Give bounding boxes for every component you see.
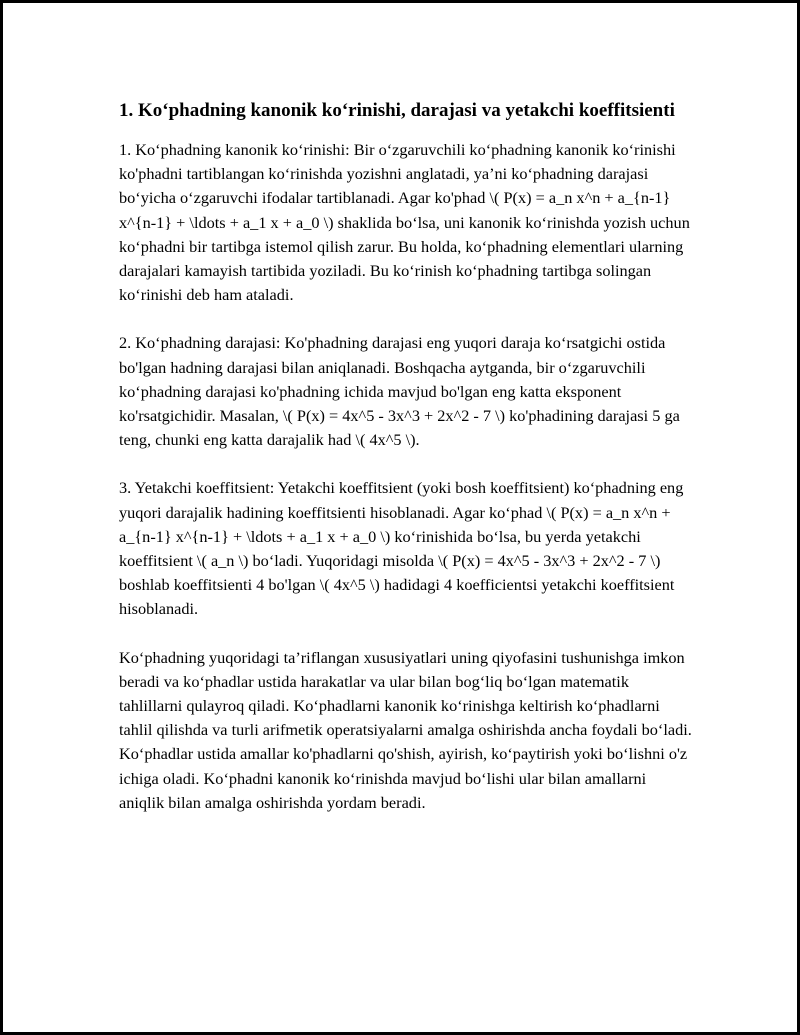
paragraph-summary: Ko‘phadning yuqoridagi ta’riflangan xususiyatlari uning qiyofasini tushunishga imkon beradi va ko‘phadlar ustida harakatlar va ular bilan bog‘liq bo‘lgan matematik tahlillarni qulayroq qiladi. Ko‘phadlarni kanonik ko‘rinishga keltirish ko‘phadlarni tahlil qilishda va turli arifmetik operatsiyalarni amalga oshirishda ancha foydali bo‘ladi. Ko‘phadlar ustida amallar ko'phadlarni qo'shish, ayirish, ko‘paytirish yoki bo‘lishni o'z ichiga oladi. Ko‘phadni kanonik ko‘rinishda mavjud bo‘lishi ular bilan amallarni aniqlik bilan amalga oshirishda yordam beradi. [119, 647, 692, 812]
paragraph-leading-coefficient: 3. Yetakchi koeffitsient: Yetakchi koeffitsient (yoki bosh koeffitsient) ko‘phadning eng yuqori darajalik hadining koeffitsienti hisoblanadi. Agar ko‘phad \( P(x) = a_n x^n + a_{n-1} x^{n-1} + \ldots + a_1 x + a_0 \) ko‘rinishida bo‘lsa, bu yerda yetakchi koeffitsient \( a_n \) bo‘ladi. Yuqoridagi misolda \( P(x) = 4x^5 - 3x^3 + 2x^2 - 7 \) boshlab koeffitsienti 4 bo'lgan \( 4x^5 \) hadidagi 4 koefficientsi yetakchi koeffitsient hisoblanadi. [119, 478, 684, 619]
paragraph-degree: 2. Ko‘phadning darajasi: Ko'phadning darajasi eng yuqori daraja ko‘rsatgichi ostida bo'lgan hadning darajasi bilan aniqlanadi. Boshqacha aytganda, bir o‘zgaruvchili ko‘phadning darajasi ko'phadning ichida mavjud bo'lgan eng katta eksponent ko'rsatgichidir. Masalan, \( P(x) = 4x^5 - 3x^3 + 2x^2 - 7 \) ko'phadining darajasi 5 ga teng, chunki eng katta darajalik had \( 4x^5 \). [119, 333, 680, 450]
paragraph-canonical-form: 1. Ko‘phadning kanonik ko‘rinishi: Bir o‘zgaruvchili ko‘phadning kanonik ko‘rinishi ko'phadni tartiblangan ko‘rinishda yozishni anglatadi, ya’ni ko‘phadning darajasi bo‘yicha o‘zgaruvchi ifodalar tartiblanadi. Agar ko'phad \( P(x) = a_n x^n + a_{n-1} x^{n-1} + \ldots + a_1 x + a_0 \) shaklida bo‘lsa, uni kanonik ko‘rinishda yozish uchun ko‘phadni bir tartibga istemol qilish zarur. Bu holda, ko‘phadning elementlari ularning darajalari kamayish tartibida yoziladi. Bu ko‘rinish ko‘phadning tartibga solingan ko‘rinishi deb ham ataladi. [119, 140, 690, 305]
section-title: 1. Ko‘phadning kanonik ko‘rinishi, darajasi va yetakchi koeffitsienti [119, 100, 675, 121]
document-body [119, 97, 693, 839]
